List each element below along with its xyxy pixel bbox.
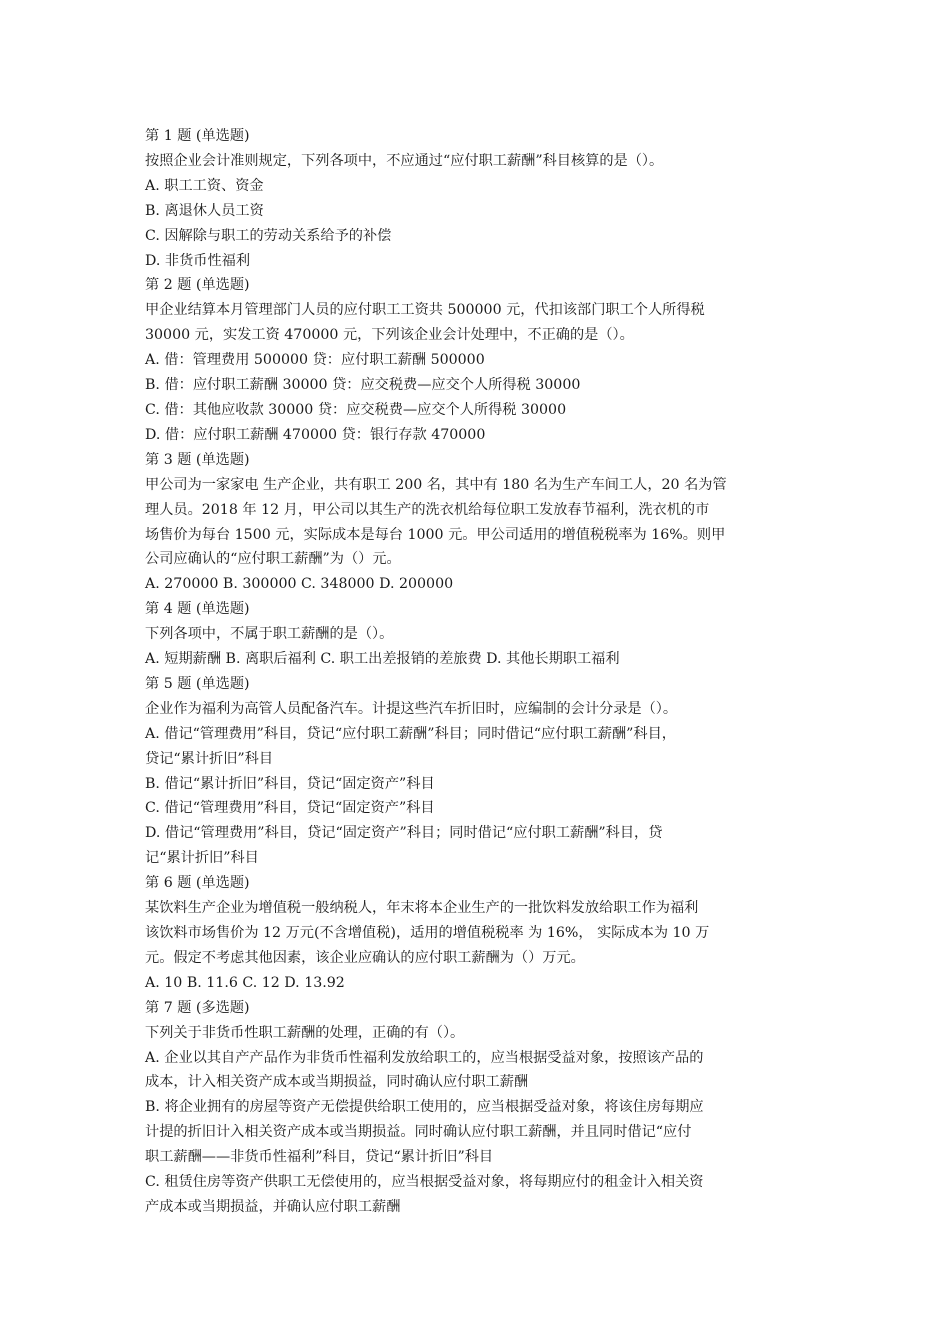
question-5-option-line: A. 借记“管理费用”科目，贷记“应付职工薪酬”科目；同时借记“应付职工薪酬”科目， xyxy=(145,725,676,742)
question-7-stem: 下列关于非货币性职工薪酬的处理，正确的有（）。 xyxy=(145,1024,465,1041)
question-2-stem-line: 甲企业结算本月管理部门人员的应付职工工资共 500000 元，代扣该部门职工个人所得税 xyxy=(145,302,705,319)
question-1-option-d: D. 非货币性福利 xyxy=(145,252,251,269)
question-7-option-line: 产成本或当期损益，并确认应付职工薪酬 xyxy=(145,1198,401,1215)
question-2-option-a: A. 借：管理费用 500000 贷：应付职工薪酬 500000 xyxy=(145,352,485,369)
question-3-options: A. 270000 B. 300000 C. 348000 D. 200000 xyxy=(145,576,454,593)
question-2-header: 第 2 题 (单选题) xyxy=(145,277,250,294)
question-6-options: A. 10 B. 11.6 C. 12 D. 13.92 xyxy=(145,974,345,991)
question-3-stem-line: 公司应确认的“应付职工薪酬”为（）元。 xyxy=(145,551,401,568)
question-7-option-line: 计提的折旧计入相关资产成本或当期损益。同时确认应付职工薪酬，并且同时借记“应付 xyxy=(145,1124,692,1141)
question-1-option-b: B. 离退休人员工资 xyxy=(145,202,264,219)
question-3-header: 第 3 题 (单选题) xyxy=(145,451,250,468)
question-6-stem-line: 某饮料生产企业为增值税一般纳税人，年末将本企业生产的一批饮料发放给职工作为福利 xyxy=(145,900,699,917)
question-5-option-line: B. 借记“累计折旧”科目，贷记“固定资产”科目 xyxy=(145,775,435,792)
question-7-option-line: C. 租赁住房等资产供职工无偿使用的，应当根据受益对象，将每期应付的租金计入相关资 xyxy=(145,1174,704,1191)
question-1-header: 第 1 题 (单选题) xyxy=(145,128,250,144)
question-5-stem: 企业作为福利为高管人员配备汽车。计提这些汽车折旧时，应编制的会计分录是（）。 xyxy=(145,700,678,717)
question-1-option-a: A. 职工工资、资金 xyxy=(145,177,264,194)
question-6-header: 第 6 题 (单选题) xyxy=(145,875,250,892)
document-page xyxy=(145,124,815,1220)
question-2-stem-line: 30000 元，实发工资 470000 元，下列该企业会计处理中，不正确的是（）。 xyxy=(145,327,634,344)
question-4-header: 第 4 题 (单选题) xyxy=(145,601,250,618)
question-5-option-line: 贷记“累计折旧”科目 xyxy=(145,750,274,767)
question-4-options: A. 短期薪酬 B. 离职后福利 C. 职工出差报销的差旅费 D. 其他长期职工福利 xyxy=(145,651,620,668)
question-6-stem-line: 该饮料市场售价为 12 万元(不含增值税)，适用的增值税税率 为 16%， 实际成本为 10 万 xyxy=(145,925,710,941)
question-5-option-line: 记“累计折旧”科目 xyxy=(145,850,259,867)
question-6-stem-line: 元。假定不考虑其他因素，该企业应确认的应付职工薪酬为（）万元。 xyxy=(145,949,585,966)
question-7-option-line: 成本，计入相关资产成本或当期损益，同时确认应付职工薪酬 xyxy=(145,1074,529,1091)
question-1-stem: 按照企业会计准则规定，下列各项中，不应通过“应付职工薪酬”科目核算的是（）。 xyxy=(145,152,664,169)
question-3-stem-line: 理人员。2018 年 12 月，甲公司以其生产的洗衣机给每位职工发放春节福利，洗衣机的市 xyxy=(145,501,710,518)
question-5-option-line: D. 借记“管理费用”科目，贷记“固定资产”科目；同时借记“应付职工薪酬”科目，贷 xyxy=(145,825,663,842)
question-7-option-line: 职工薪酬——非货币性福利”科目，贷记“累计折旧”科目 xyxy=(145,1149,494,1166)
question-2-option-c: C. 借：其他应收款 30000 贷：应交税费—应交个人所得税 30000 xyxy=(145,401,567,418)
question-1-option-c: C. 因解除与职工的劳动关系给予的补偿 xyxy=(145,227,392,244)
question-4-stem: 下列各项中，不属于职工薪酬的是（）。 xyxy=(145,626,394,643)
question-2-option-b: B. 借：应付职工薪酬 30000 贷：应交税费—应交个人所得税 30000 xyxy=(145,377,581,394)
question-3-stem-line: 场售价为每台 1500 元，实际成本是每台 1000 元。甲公司适用的增值税税率为 16%。则甲 xyxy=(145,526,726,543)
question-5-header: 第 5 题 (单选题) xyxy=(145,675,250,692)
question-7-header: 第 7 题 (多选题) xyxy=(145,999,250,1016)
question-7-option-line: B. 将企业拥有的房屋等资产无偿提供给职工使用的，应当根据受益对象，将该住房每期应 xyxy=(145,1099,704,1116)
question-2-option-d: D. 借：应付职工薪酬 470000 贷：银行存款 470000 xyxy=(145,426,486,443)
question-5-option-line: C. 借记“管理费用”科目，贷记“固定资产”科目 xyxy=(145,800,435,817)
question-7-option-line: A. 企业以其自产产品作为非货币性福利发放给职工的，应当根据受益对象，按照该产品的 xyxy=(145,1049,704,1066)
question-3-stem-line: 甲公司为一家家电 生产企业，共有职工 200 名，其中有 180 名为生产车间工人，20 名为管 xyxy=(145,476,727,493)
